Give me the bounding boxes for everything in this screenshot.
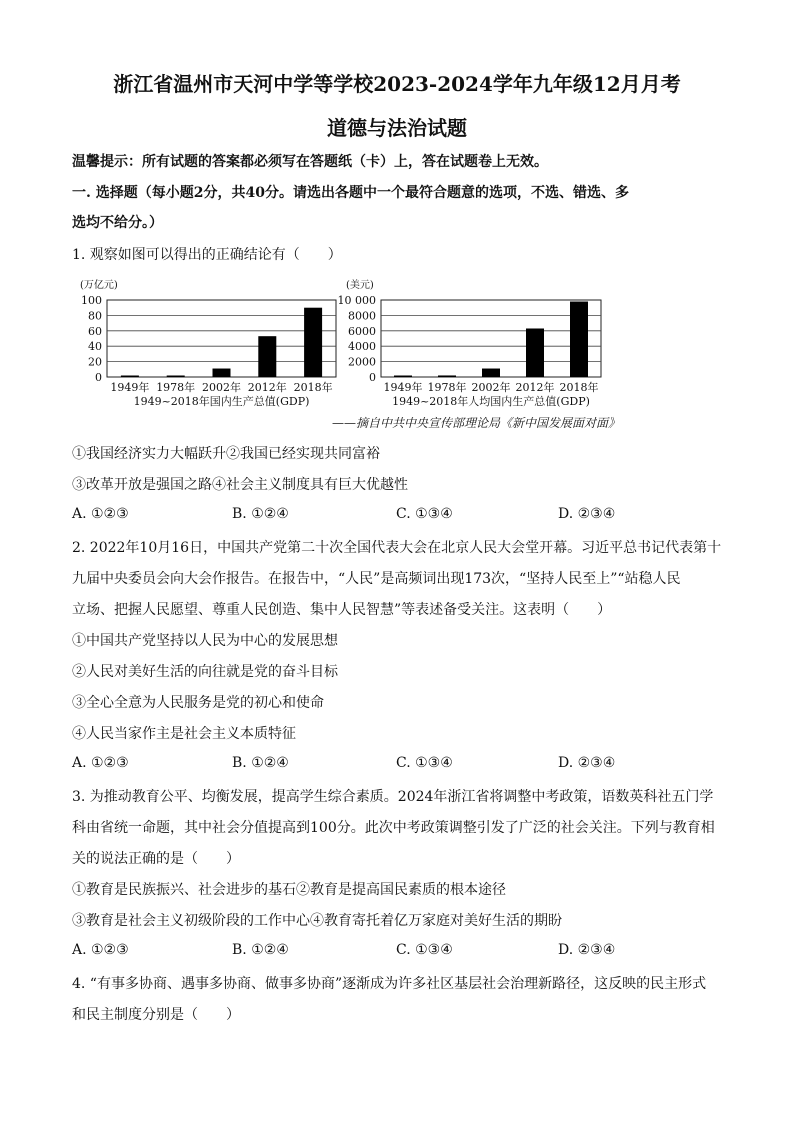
bar	[167, 376, 185, 378]
question-1-statement-1: ①我国经济实力大幅跃升②我国已经实现共同富裕	[72, 446, 380, 462]
x-tick-label: 1949年	[110, 381, 150, 394]
y-tick-label: 60	[88, 324, 102, 338]
exam-title: 浙江省温州市天河中学等学校2023-2024学年九年级12月月考	[113, 72, 681, 96]
y-tick-label: 100	[81, 294, 102, 307]
question-3-stem-line3: 关的说法正确的是（ ）	[72, 851, 240, 867]
question-2-statement-2: ②人民对美好生活的向往就是党的奋斗目标	[72, 664, 338, 680]
question-2-statement-4: ④人民当家作主是社会主义本质特征	[72, 726, 296, 742]
y-tick-label: 8000	[348, 309, 376, 323]
y-tick-label: 0	[95, 371, 102, 384]
question-2-option-a[interactable]: A. ①②③	[72, 755, 129, 771]
y-tick-label: 0	[369, 371, 376, 384]
y-tick-label: 10 000	[337, 294, 376, 307]
y-tick-label: 4000	[348, 340, 376, 354]
y-unit-label: (美元)	[346, 280, 374, 291]
x-tick-label: 2018年	[559, 381, 599, 394]
question-4-stem-line2: 和民主制度分别是（ ）	[72, 1007, 240, 1023]
bar	[213, 369, 231, 377]
x-tick-label: 1949年	[383, 381, 423, 394]
chart-frame	[107, 300, 336, 377]
bar	[570, 302, 588, 377]
question-1-option-b[interactable]: B. ①②④	[232, 506, 289, 522]
bar	[482, 369, 500, 377]
x-tick-label: 2018年	[293, 381, 333, 394]
question-1-option-c[interactable]: C. ①③④	[396, 506, 453, 522]
y-unit-label: (万亿元)	[80, 280, 118, 291]
section-heading-line2: 选均不给分。）	[72, 215, 163, 231]
question-3-stem-line1: 3. 为推动教育公平、均衡发展，提高学生综合素质。2024年浙江省将调整中考政策，语数英科社五门学	[72, 789, 714, 805]
question-2-stem-line1: 2. 2022年10月16日，中国共产党第二十次全国代表大会在北京人民大会堂开幕。习近平总书记代表第十	[72, 540, 722, 556]
gdp-total-chart	[80, 278, 336, 408]
bar	[258, 336, 276, 377]
question-2-stem-line3: 立场、把握人民愿望、尊重人民创造、集中人民智慧”等表述备受关注。这表明（ ）	[72, 602, 612, 618]
section-heading-line1: 一. 选择题（每小题2分，共40分。请选出各题中一个最符合题意的选项，不选、错选、多	[72, 185, 629, 201]
question-3-option-c[interactable]: C. ①③④	[396, 942, 453, 958]
y-tick-label: 80	[88, 309, 102, 323]
question-3-statement-1: ①教育是民族振兴、社会进步的基石②教育是提高国民素质的根本途径	[72, 882, 506, 898]
x-tick-label: 1978年	[427, 381, 467, 394]
question-1-statement-2: ③改革开放是强国之路④社会主义制度具有巨大优越性	[72, 477, 408, 493]
chart-source: ——摘自中共中央宣传部理论局《新中国发展面对面》	[331, 416, 620, 430]
question-3-option-a[interactable]: A. ①②③	[72, 942, 129, 958]
question-2-statement-1: ①中国共产党坚持以人民为中心的发展思想	[72, 633, 338, 649]
chart-title: 1949~2018年人均国内生产总值(GDP)	[392, 395, 590, 408]
question-4-stem-line1: 4. “有事多协商、遇事多协商、做事多协商”逐渐成为许多社区基层社会治理新路径，这反映的民主形式	[72, 976, 707, 992]
x-tick-label: 2012年	[515, 381, 555, 394]
x-tick-label: 2002年	[202, 381, 241, 394]
chart-title: 1949~2018年国内生产总值(GDP)	[133, 395, 310, 408]
bar	[121, 376, 139, 378]
question-2-option-c[interactable]: C. ①③④	[396, 755, 453, 771]
exam-subtitle: 道德与法治试题	[327, 116, 467, 140]
question-1-option-d[interactable]: D. ②③④	[558, 506, 616, 522]
question-2-option-d[interactable]: D. ②③④	[558, 755, 616, 771]
question-3-stem-line2: 科由省统一命题，其中社会分值提高到100分。此次中考政策调整引发了广泛的社会关注。下列与教育相	[72, 820, 715, 836]
bar	[438, 375, 456, 377]
x-tick-label: 1978年	[156, 381, 196, 394]
bar	[526, 328, 544, 377]
question-2-stem-line2: 九届中央委员会向大会作报告。在报告中，“人民”是高频词出现173次，“坚持人民至上”“站稳人民	[72, 571, 681, 587]
y-tick-label: 2000	[348, 355, 376, 369]
chart-frame	[381, 300, 601, 377]
bar	[304, 308, 322, 377]
question-3-statement-2: ③教育是社会主义初级阶段的工作中心④教育寄托着亿万家庭对美好生活的期盼	[72, 913, 562, 929]
question-3-option-b[interactable]: B. ①②④	[232, 942, 289, 958]
x-tick-label: 2002年	[471, 381, 511, 394]
notice: 温馨提示：所有试题的答案都必须写在答题纸（卡）上，答在试题卷上无效。	[72, 154, 548, 170]
x-tick-label: 2012年	[247, 381, 287, 394]
y-tick-label: 6000	[348, 324, 376, 338]
question-1-option-a[interactable]: A. ①②③	[72, 506, 129, 522]
question-2-statement-3: ③全心全意为人民服务是党的初心和使命	[72, 695, 324, 711]
question-1-stem: 1. 观察如图可以得出的正确结论有（ ）	[72, 247, 342, 263]
gdp-per-capita-chart	[338, 278, 602, 408]
y-tick-label: 40	[88, 340, 102, 354]
question-2-option-b[interactable]: B. ①②④	[232, 755, 289, 771]
y-tick-label: 20	[88, 355, 102, 369]
question-3-option-d[interactable]: D. ②③④	[558, 942, 616, 958]
bar	[394, 376, 412, 378]
